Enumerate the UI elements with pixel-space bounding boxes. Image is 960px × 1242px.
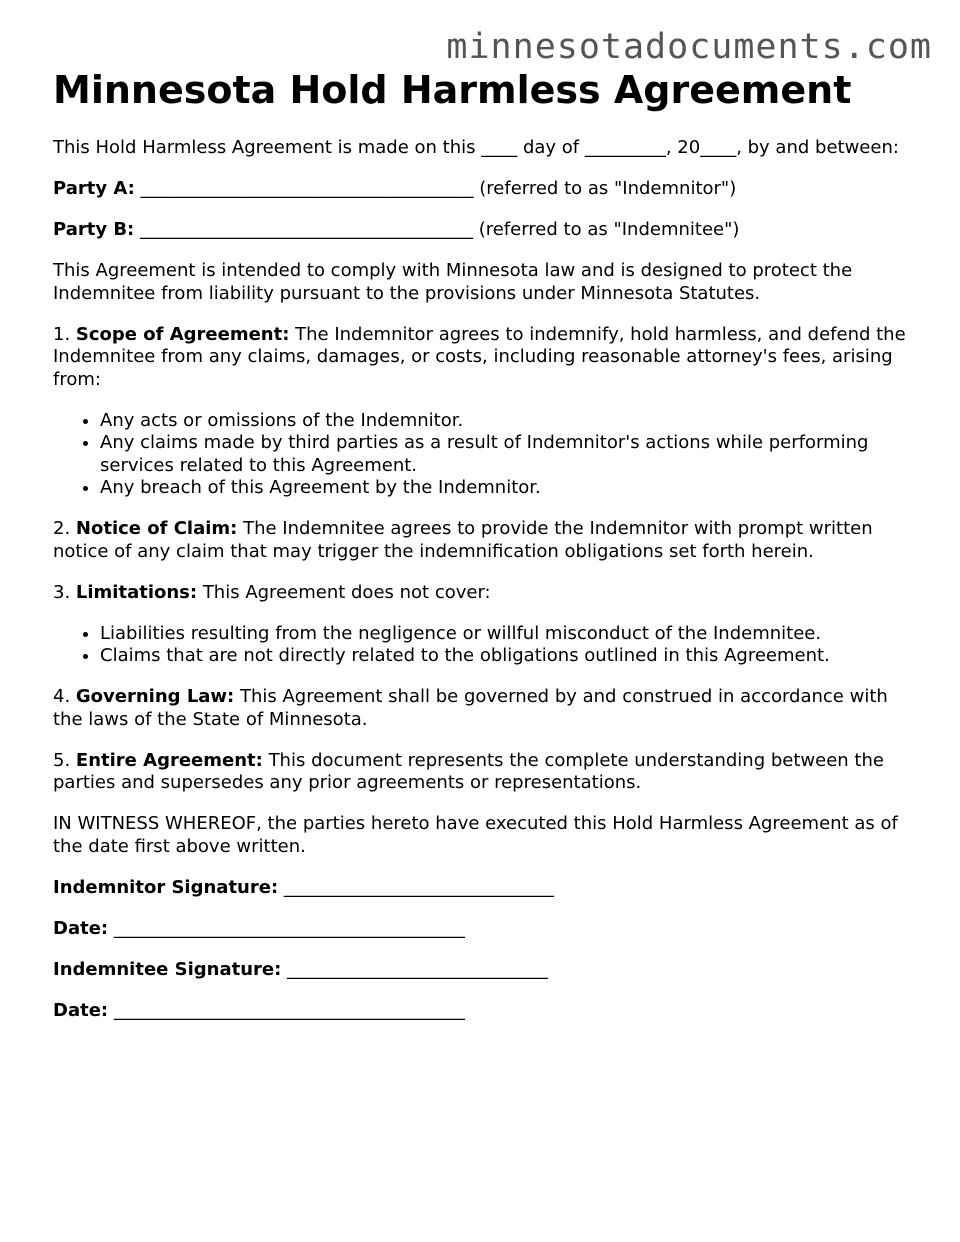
indemnitee-signature-label: Indemnitee Signature:	[53, 958, 282, 980]
list-item: • Liabilities resulting from the negligence or willful misconduct of the Indemnitee.	[100, 623, 923, 646]
section-notice-heading: Notice of Claim:	[75, 518, 238, 539]
indemnitor-signature-line	[53, 877, 923, 900]
witness-paragraph: IN WITNESS WHEREOF, the parties hereto have executed this Hold Harmless Agreement as of the date first above written.	[53, 813, 898, 857]
section-governing-heading: Governing Law:	[75, 686, 235, 707]
party-a-label: Party A:	[53, 178, 135, 199]
section-notice	[53, 518, 923, 563]
section-governing-text: This Agreement shall be governed by and construed in accordance with the laws of the State of Minnesota.	[53, 686, 888, 730]
date-blank-1: _______________________________________	[108, 917, 465, 939]
section-scope	[53, 324, 923, 392]
section-scope-number: 1.	[53, 323, 76, 345]
indemnitor-signature-label: Indemnitor Signature:	[53, 876, 279, 898]
list-item: • Claims that are not directly related to the obligations outlined in this Agreement.	[100, 645, 923, 668]
section-entire-heading: Entire Agreement:	[75, 749, 263, 771]
party-b-line	[53, 219, 923, 242]
limitations-list	[53, 623, 923, 668]
date-line-1	[53, 918, 923, 941]
party-b-blank: _____________________________________ (referred to as "Indemnitee")	[134, 219, 740, 240]
document-title: Minnesota Hold Harmless Agreement	[53, 68, 852, 112]
section-governing-law	[53, 686, 923, 731]
section-scope-heading: Scope of Agreement:	[75, 323, 290, 345]
section-governing-number: 4.	[53, 686, 76, 707]
list-item: • Any breach of this Agreement by the Indemnitor.	[100, 477, 923, 500]
date-label-1: Date:	[53, 917, 109, 939]
section-entire-agreement	[53, 750, 923, 795]
section-limitations-text: This Agreement does not cover:	[197, 581, 491, 603]
site-watermark: minnesotadocuments.com	[446, 27, 932, 67]
section-entire-number: 5.	[53, 749, 76, 771]
indemnitee-signature-blank: _____________________________	[281, 958, 549, 980]
purpose-paragraph: This Agreement is intended to comply with Minnesota law and is designed to protect the Indemnitee from liability pursuant to the provisions under Minnesota Statutes.	[53, 260, 853, 304]
date-line-2	[53, 1000, 923, 1023]
section-limitations-number: 3.	[53, 581, 76, 603]
section-notice-text: The Indemnitee agrees to provide the Indemnitor with prompt written notice of any claim that may trigger the indemnification obligations set forth herein.	[53, 518, 873, 562]
document-page	[53, 68, 923, 1041]
indemnitor-signature-blank: ______________________________	[278, 876, 554, 898]
indemnitee-signature-line	[53, 959, 923, 982]
section-scope-text: The Indemnitor agrees to indemnify, hold harmless, and defend the Indemnitee from any claims, damages, or costs, including reasonable attorney's fees, arising from:	[53, 323, 906, 390]
scope-list	[53, 410, 923, 500]
party-a-line	[53, 178, 923, 201]
date-blank-2: _______________________________________	[108, 999, 465, 1021]
section-entire-text: This document represents the complete understanding between the parties and supersedes any prior agreements or representations.	[53, 749, 884, 793]
party-b-label: Party B:	[53, 219, 135, 240]
list-item: • Any acts or omissions of the Indemnitor.	[100, 410, 923, 433]
date-label-2: Date:	[53, 999, 109, 1021]
section-limitations-heading: Limitations:	[75, 581, 198, 603]
section-limitations	[53, 582, 923, 605]
party-a-blank: _____________________________________ (referred to as "Indemnitor")	[134, 178, 737, 199]
list-item: • Any claims made by third parties as a result of Indemnitor's actions while performing services related to this Agreement.	[100, 432, 923, 477]
section-notice-number: 2.	[53, 518, 76, 539]
intro-paragraph: This Hold Harmless Agreement is made on this ____ day of _________, 20____, by and between:	[53, 137, 899, 158]
